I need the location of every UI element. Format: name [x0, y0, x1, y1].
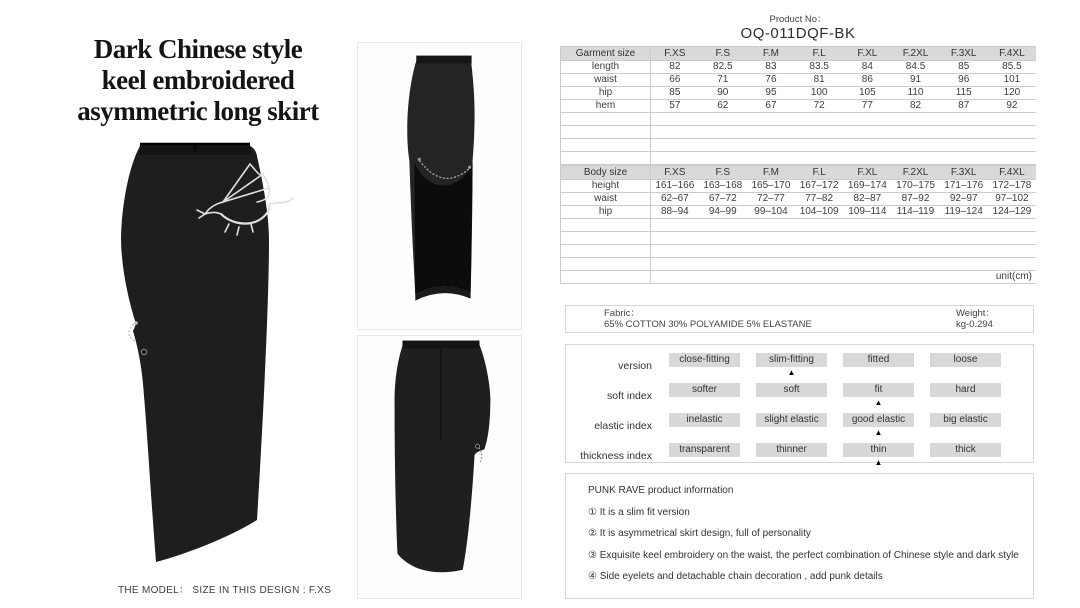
size-cell: 86 — [843, 74, 891, 87]
option-pill: good elastic — [843, 413, 914, 427]
skirt-front-illustration — [100, 138, 340, 578]
title-line: Dark Chinese style — [93, 34, 303, 64]
size-header-label: Garment size — [561, 47, 651, 61]
empty-cell — [651, 113, 1037, 126]
garment-size-table — [560, 46, 1036, 165]
table-row — [561, 61, 1037, 74]
attribute-option — [930, 383, 1001, 409]
product-info-list — [588, 507, 1019, 583]
size-header-cell: F.L — [795, 166, 843, 180]
table-row — [561, 100, 1037, 113]
size-cell: 119–124 — [940, 206, 988, 219]
product-info-item: ③ Exquisite keel embroidery on the waist, the perfect combination of Chinese style and dark style — [588, 549, 1019, 561]
size-header-cell: F.4XL — [988, 166, 1036, 180]
size-cell: 82 — [651, 61, 699, 74]
size-cell: 105 — [843, 87, 891, 100]
size-cell: 83 — [747, 61, 795, 74]
size-cell: 91 — [891, 74, 939, 87]
weight-info — [956, 308, 995, 330]
empty-cell — [651, 139, 1037, 152]
size-header-cell: F.3XL — [940, 166, 988, 180]
option-pill: inelastic — [669, 413, 740, 427]
size-cell: 72 — [795, 100, 843, 113]
attribute-options — [669, 413, 1001, 439]
attribute-option — [669, 353, 740, 379]
empty-cell — [651, 152, 1037, 165]
size-cell: 165–170 — [747, 180, 795, 193]
page-title — [52, 34, 344, 127]
size-cell: 92–97 — [940, 193, 988, 206]
skirt-back-illustration — [358, 336, 521, 598]
size-header-cell: F.L — [795, 47, 843, 61]
product-info-heading: PUNK RAVE product information — [588, 485, 734, 496]
size-cell: 169–174 — [843, 180, 891, 193]
option-pill: fitted — [843, 353, 914, 367]
size-cell: 84 — [843, 61, 891, 74]
size-cell: 110 — [891, 87, 939, 100]
size-cell: 114–119 — [891, 206, 939, 219]
size-cell: 92 — [988, 100, 1036, 113]
skirt-side-photo — [357, 42, 522, 330]
size-header-cell: F.M — [747, 47, 795, 61]
empty-row — [561, 126, 1037, 139]
size-cell: 85.5 — [988, 61, 1036, 74]
measure-label: waist — [561, 74, 651, 87]
size-cell: 94–99 — [699, 206, 747, 219]
empty-label-cell — [561, 232, 651, 245]
size-header-cell: F.M — [747, 166, 795, 180]
product-info-box — [565, 473, 1034, 599]
size-header-label: Body size — [561, 166, 651, 180]
size-cell: 100 — [795, 87, 843, 100]
empty-row — [561, 245, 1037, 258]
attribute-option — [756, 383, 827, 409]
fabric-weight-box — [565, 305, 1034, 333]
empty-label-cell — [561, 245, 651, 258]
attribute-option — [669, 443, 740, 469]
option-pill: loose — [930, 353, 1001, 367]
product-number-block — [560, 11, 1036, 42]
option-pill: thin — [843, 443, 914, 457]
fabric-info — [604, 308, 812, 330]
size-cell: 83.5 — [795, 61, 843, 74]
product-no-value: OQ-011DQF-BK — [740, 25, 856, 42]
option-pill: fit — [843, 383, 914, 397]
attribute-option — [669, 413, 740, 439]
attribute-option — [843, 443, 914, 469]
size-cell: 161–166 — [651, 180, 699, 193]
size-cell: 95 — [747, 87, 795, 100]
empty-row — [561, 219, 1037, 232]
measure-label: height — [561, 180, 651, 193]
skirt-side-illustration — [358, 43, 521, 329]
size-header-cell: F.2XL — [891, 47, 939, 61]
skirt-front-photo — [100, 138, 340, 576]
attribute-label: thickness index — [580, 449, 652, 462]
size-cell: 77 — [843, 100, 891, 113]
size-cell: 85 — [651, 87, 699, 100]
empty-row — [561, 232, 1037, 245]
selected-marker-icon: ▲ — [874, 458, 883, 467]
waistband — [402, 341, 479, 349]
size-cell: 77–82 — [795, 193, 843, 206]
size-header-cell: F.3XL — [940, 47, 988, 61]
size-cell: 87–92 — [891, 193, 939, 206]
attribute-options — [669, 443, 1001, 469]
empty-label-cell — [561, 219, 651, 232]
attribute-row — [566, 383, 1033, 409]
attribute-options — [669, 353, 1001, 379]
size-cell: 104–109 — [795, 206, 843, 219]
size-cell: 120 — [988, 87, 1036, 100]
size-cell: 66 — [651, 74, 699, 87]
size-cell: 87 — [940, 100, 988, 113]
option-pill: thinner — [756, 443, 827, 457]
selected-marker-icon: ▲ — [874, 428, 883, 437]
table-row — [561, 74, 1037, 87]
size-cell: 62 — [699, 100, 747, 113]
size-header-cell: F.XS — [651, 166, 699, 180]
option-pill: slim-fitting — [756, 353, 827, 367]
table-row — [561, 206, 1037, 219]
size-cell: 71 — [699, 74, 747, 87]
attribute-option — [756, 443, 827, 469]
attribute-option — [930, 353, 1001, 379]
empty-cell — [651, 245, 1037, 258]
size-cell: 109–114 — [843, 206, 891, 219]
eyelet — [141, 349, 146, 354]
size-cell: 82–87 — [843, 193, 891, 206]
unit-note: unit(cm) — [651, 271, 1037, 284]
spec-column — [540, 0, 1045, 608]
fabric-label: Fabric： — [604, 308, 640, 319]
product-no-label: Product No： — [769, 14, 827, 25]
size-cell: 67–72 — [699, 193, 747, 206]
size-cell: 96 — [940, 74, 988, 87]
attribute-option — [930, 413, 1001, 439]
size-cell: 171–176 — [940, 180, 988, 193]
empty-row — [561, 113, 1037, 126]
size-cell: 90 — [699, 87, 747, 100]
attribute-label: elastic index — [594, 419, 652, 432]
size-header-cell: F.S — [699, 166, 747, 180]
option-pill: slight elastic — [756, 413, 827, 427]
empty-row — [561, 139, 1037, 152]
product-info-item: ④ Side eyelets and detachable chain decoration , add punk details — [588, 571, 883, 582]
table-row — [561, 87, 1037, 100]
size-cell: 172–178 — [988, 180, 1036, 193]
size-cell: 170–175 — [891, 180, 939, 193]
attribute-row — [566, 353, 1033, 379]
size-cell: 115 — [940, 87, 988, 100]
size-cell: 72–77 — [747, 193, 795, 206]
weight-label: Weight： — [956, 308, 995, 319]
title-line: asymmetric long skirt — [77, 96, 319, 126]
size-header-cell: F.XS — [651, 47, 699, 61]
empty-label-cell — [561, 139, 651, 152]
selected-marker-icon: ▲ — [874, 398, 883, 407]
skirt-back-photo — [357, 335, 522, 599]
attribute-option — [843, 383, 914, 409]
attribute-option — [843, 413, 914, 439]
size-cell: 76 — [747, 74, 795, 87]
measure-label: hem — [561, 100, 651, 113]
waistband — [416, 56, 471, 64]
empty-cell — [651, 219, 1037, 232]
empty-cell — [651, 258, 1037, 271]
attribute-label: soft index — [607, 389, 652, 402]
size-cell: 84.5 — [891, 61, 939, 74]
attribute-label: version — [618, 359, 652, 372]
empty-label-cell — [561, 152, 651, 165]
option-pill: big elastic — [930, 413, 1001, 427]
option-pill: close-fitting — [669, 353, 740, 367]
size-header-row — [561, 166, 1037, 180]
weight-value: kg-0.294 — [956, 319, 993, 330]
size-header-cell: F.XL — [843, 47, 891, 61]
fabric-value: 65% COTTON 30% POLYAMIDE 5% ELASTANE — [604, 319, 812, 330]
size-header-row — [561, 47, 1037, 61]
size-header-cell: F.4XL — [988, 47, 1036, 61]
empty-label-cell — [561, 113, 651, 126]
size-cell: 99–104 — [747, 206, 795, 219]
table-row — [561, 180, 1037, 193]
option-pill: softer — [669, 383, 740, 397]
size-cell: 82.5 — [699, 61, 747, 74]
size-cell: 85 — [940, 61, 988, 74]
attribute-row — [566, 413, 1033, 439]
option-pill: soft — [756, 383, 827, 397]
option-pill: hard — [930, 383, 1001, 397]
product-info-item: ① It is a slim fit version — [588, 506, 690, 518]
attribute-option — [756, 413, 827, 439]
attribute-options — [669, 383, 1001, 409]
size-header-cell: F.2XL — [891, 166, 939, 180]
measure-label: length — [561, 61, 651, 74]
size-cell: 101 — [988, 74, 1036, 87]
body-size-table — [560, 165, 1036, 284]
attribute-option — [930, 443, 1001, 469]
empty-row — [561, 258, 1037, 271]
attribute-index-box — [565, 344, 1034, 467]
product-info-item: ② It is asymmetrical skirt design, full of personality — [588, 528, 811, 539]
empty-row — [561, 152, 1037, 165]
empty-label-cell — [561, 271, 651, 284]
size-cell: 124–129 — [988, 206, 1036, 219]
selected-marker-icon: ▲ — [787, 368, 796, 377]
size-cell: 62–67 — [651, 193, 699, 206]
attribute-option — [843, 353, 914, 379]
empty-row — [561, 271, 1037, 284]
attribute-row — [566, 443, 1033, 469]
title-line: keel embroidered — [101, 65, 295, 95]
measure-label: hip — [561, 87, 651, 100]
measure-label: waist — [561, 193, 651, 206]
attribute-option — [669, 383, 740, 409]
eyelet — [476, 444, 480, 448]
size-cell: 82 — [891, 100, 939, 113]
table-row — [561, 193, 1037, 206]
empty-label-cell — [561, 258, 651, 271]
size-cell: 57 — [651, 100, 699, 113]
size-header-cell: F.XL — [843, 166, 891, 180]
empty-label-cell — [561, 126, 651, 139]
attribute-option — [756, 353, 827, 379]
size-tables — [560, 46, 1036, 284]
option-pill: thick — [930, 443, 1001, 457]
size-cell: 88–94 — [651, 206, 699, 219]
size-header-cell: F.S — [699, 47, 747, 61]
size-cell: 167–172 — [795, 180, 843, 193]
measure-label: hip — [561, 206, 651, 219]
empty-cell — [651, 232, 1037, 245]
size-cell: 67 — [747, 100, 795, 113]
option-pill: transparent — [669, 443, 740, 457]
empty-cell — [651, 126, 1037, 139]
model-size-caption: THE MODEL： SIZE IN THIS DESIGN : F.XS — [118, 585, 332, 596]
size-cell: 163–168 — [699, 180, 747, 193]
size-cell: 97–102 — [988, 193, 1036, 206]
size-cell: 81 — [795, 74, 843, 87]
